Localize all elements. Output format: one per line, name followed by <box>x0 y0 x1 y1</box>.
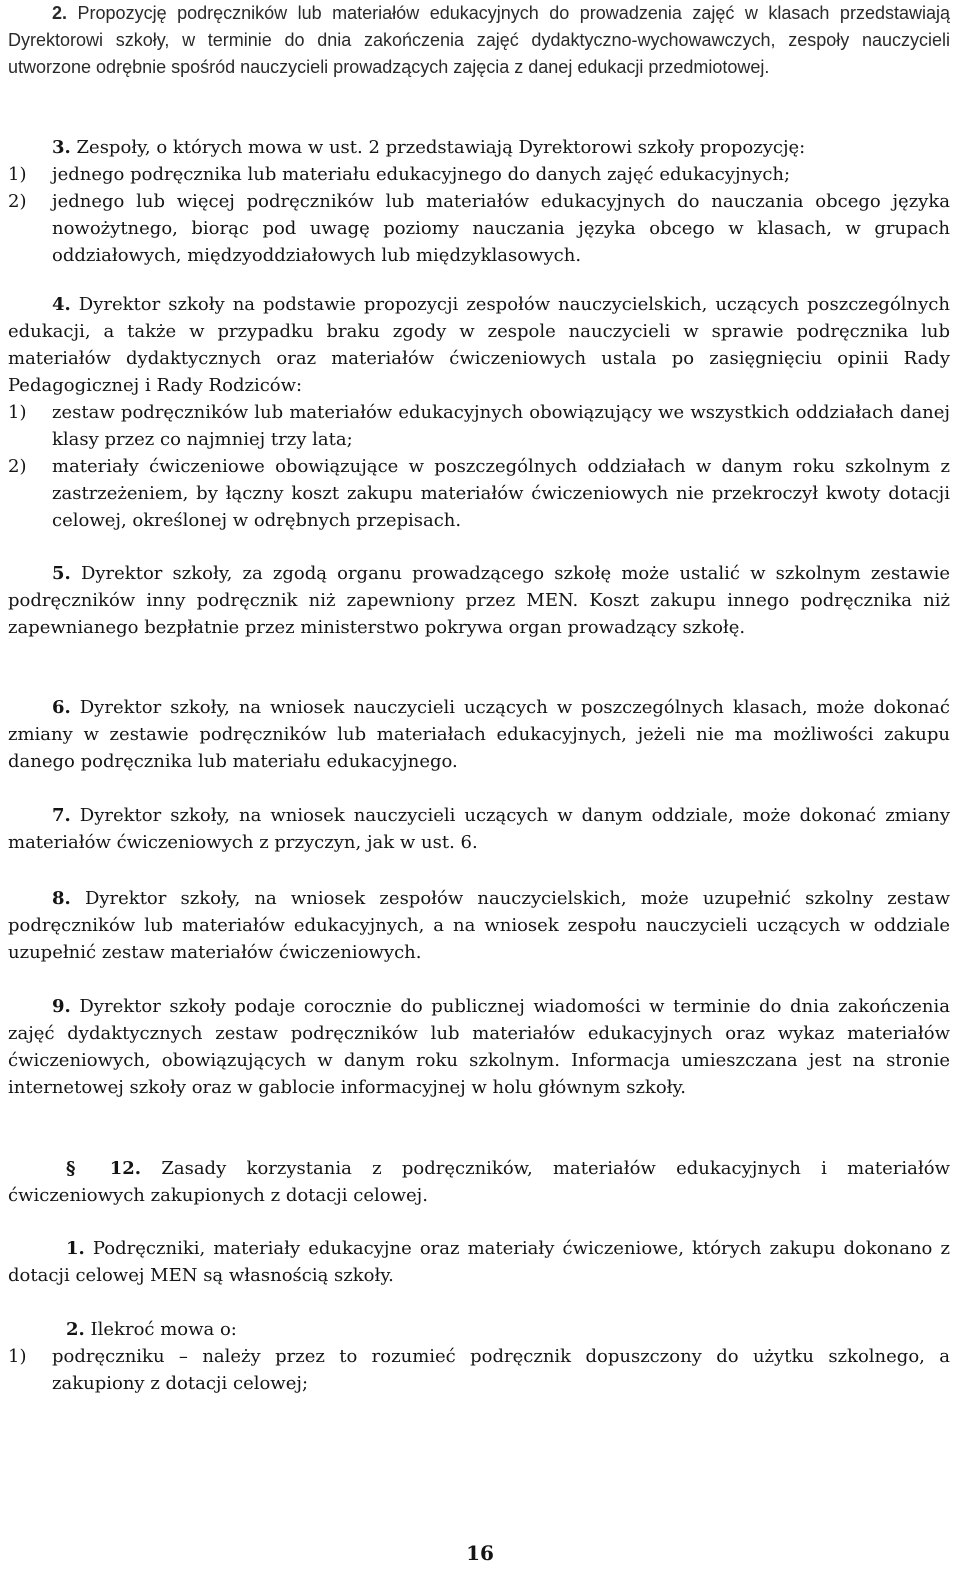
list-item <box>8 1343 950 1397</box>
list-item-number: 1) <box>8 402 27 423</box>
section-number: 12. <box>109 1158 142 1179</box>
paragraph-number: 5. <box>52 563 71 584</box>
paragraph-text: Zespoły, o których mowa w ust. 2 przedstawiają Dyrektorowi szkoły propozycję: <box>76 137 806 158</box>
list-item <box>8 399 950 453</box>
paragraph-number: 4. <box>52 294 71 315</box>
list-item <box>8 161 950 188</box>
paragraph-5 <box>8 560 950 641</box>
paragraph-number: 9. <box>52 996 71 1017</box>
list-item-number: 1) <box>8 164 27 185</box>
paragraph-text: Dyrektor szkoły, na wniosek nauczycieli uczących w danym oddziale, może dokonać zmiany materiałów ćwiczeniowych z przyczyn, jak w ust. 6. <box>8 805 950 853</box>
list-item-text: jednego lub więcej podręczników lub materiałów edukacyjnych do nauczania obcego języka nowożytnego, biorąc pod uwagę poziomy nauczania języka obcego w klasach, w grupach oddziałowych, międzyoddziałowych lub międzyklasowych. <box>52 191 950 266</box>
paragraph-9 <box>8 993 950 1101</box>
paragraph-4 <box>8 291 950 399</box>
paragraph-number: 7. <box>52 805 71 826</box>
paragraph-number: 3. <box>52 137 71 158</box>
list-item-number: 1) <box>8 1346 27 1367</box>
list-item-text: materiały ćwiczeniowe obowiązujące w poszczególnych oddziałach w danym roku szkolnym z zastrzeżeniem, by łączny koszt zakupu materiałów ćwiczeniowych nie przekroczył kwoty dotacji celowej, określonej w odrębnych przepisach. <box>52 456 950 531</box>
paragraph-number: 6. <box>52 697 71 718</box>
paragraph-2 <box>8 0 950 81</box>
paragraph-3 <box>8 134 950 161</box>
paragraph-number: 2. <box>52 3 68 23</box>
paragraph-7 <box>8 802 950 856</box>
paragraph-text: Ilekroć mowa o: <box>90 1319 237 1340</box>
paragraph-number: 8. <box>52 888 71 909</box>
paragraph-text: Dyrektor szkoły, na wniosek zespołów nauczycielskich, może uzupełnić szkolny zestaw podręczników lub materiałów edukacyjnych, a na wniosek zespołu nauczycieli uczących w oddziale uzupełnić zestaw materiałów ćwiczeniowych. <box>8 888 950 963</box>
list-item-text: podręczniku – należy przez to rozumieć podręcznik dopuszczony do użytku szkolnego, a zakupiony z dotacji celowej; <box>52 1346 950 1394</box>
list-item <box>8 188 950 269</box>
section-12-heading <box>8 1155 950 1209</box>
section-12-paragraph-2 <box>8 1316 950 1343</box>
paragraph-text: Podręczniki, materiały edukacyjne oraz materiały ćwiczeniowe, których zakupu dokonano z dotacji celowej MEN są własnością szkoły. <box>8 1238 950 1286</box>
paragraph-8 <box>8 885 950 966</box>
list-item-text: jednego podręcznika lub materiału edukacyjnego do danych zajęć edukacyjnych; <box>52 164 791 185</box>
paragraph-text: Dyrektor szkoły, za zgodą organu prowadzącego szkołę może ustalić w szkolnym zestawie podręczników inny podręcznik niż zapewniony przez MEN. Koszt zakupu innego podręcznika niż zapewnianego bezpłatnie przez ministerstwo pokrywa organ prowadzący szkołę. <box>8 563 950 638</box>
paragraph-text: Propozycję podręczników lub materiałów edukacyjnych do prowadzenia zajęć w klasach przedstawiają Dyrektorowi szkoły, w terminie do dnia zakończenia zajęć dydaktyczno-wychowawczych, zespoły nauczycieli utworzone odrębnie spośród nauczycieli prowadzących zajęcia z danej edukacji przedmiotowej. <box>8 3 950 77</box>
list-item-number: 2) <box>8 191 27 212</box>
section-text: Zasady korzystania z podręczników, materiałów edukacyjnych i materiałów ćwiczeniowych zakupionych z dotacji celowej. <box>8 1158 950 1206</box>
section-sign: § <box>66 1158 76 1179</box>
paragraph-text: Dyrektor szkoły podaje corocznie do publicznej wiadomości w terminie do dnia zakończenia zajęć dydaktycznych zestaw podręczników lub materiałów edukacyjnych oraz wykaz materiałów ćwiczeniowych, obowiązujących w danym roku szkolnym. Informacja umieszczana jest na stronie internetowej szkoły oraz w gablocie informacyjnej w holu głównym szkoły. <box>8 996 950 1098</box>
paragraph-number: 2. <box>66 1319 85 1340</box>
page-number: 16 <box>466 1541 494 1565</box>
section-12-paragraph-1 <box>8 1235 950 1289</box>
list-item <box>8 453 950 534</box>
paragraph-text: Dyrektor szkoły, na wniosek nauczycieli uczących w poszczególnych klasach, może dokonać zmiany w zestawie podręczników lub materiałach edukacyjnych, jeżeli nie ma możliwości zakupu danego podręcznika lub materiału edukacyjnego. <box>8 697 950 772</box>
paragraph-text: Dyrektor szkoły na podstawie propozycji zespołów nauczycielskich, uczących poszczególnych edukacji, a także w przypadku braku zgody w zespole nauczycieli w sprawie podręcznika lub materiałów dydaktycznych oraz materiałów ćwiczeniowych ustala po zasięgnięciu opinii Rady Pedagogicznej i Rady Rodziców: <box>8 294 950 396</box>
list-item-text: zestaw podręczników lub materiałów edukacyjnych obowiązujący we wszystkich oddziałach danej klasy przez co najmniej trzy lata; <box>52 402 950 450</box>
paragraph-number: 1. <box>66 1238 85 1259</box>
paragraph-6 <box>8 694 950 775</box>
list-item-number: 2) <box>8 456 27 477</box>
